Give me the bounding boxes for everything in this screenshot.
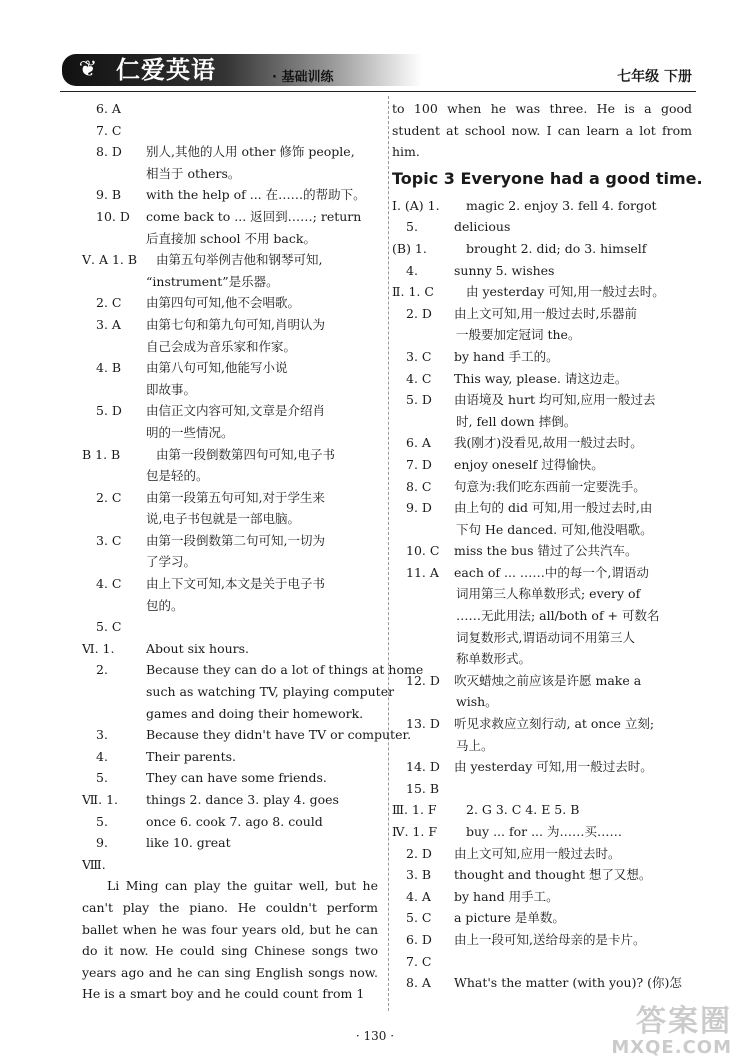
answer-number: Ⅵ. 1. bbox=[82, 640, 115, 656]
answer-number: 2. C bbox=[96, 295, 122, 311]
answer-text: by hand 用手工。 bbox=[454, 888, 559, 904]
answer-text: 后直接加 school 不用 back。 bbox=[146, 230, 316, 246]
answer-line bbox=[82, 184, 382, 206]
answer-number: 13. D bbox=[406, 716, 440, 732]
answer-number: 3. B bbox=[406, 867, 432, 883]
answer-number: 7. D bbox=[406, 456, 432, 472]
answer-number: 10. C bbox=[406, 543, 440, 559]
answer-text: like 10. great bbox=[146, 835, 231, 851]
answer-line bbox=[82, 163, 382, 185]
answer-text: 时, fell down 摔倒。 bbox=[456, 413, 577, 429]
answer-text: 由第一段倒数第二句可知,一切为 bbox=[146, 532, 325, 548]
answer-text: with the help of ... 在……的帮助下。 bbox=[146, 187, 366, 203]
answer-text: each of ... ……中的每一个,谓语动 bbox=[454, 564, 649, 580]
answer-text: 由上文可知,用一般过去时,乐器前 bbox=[454, 305, 637, 321]
answer-number: 7. C bbox=[96, 122, 122, 138]
answer-number: Ⅴ. A 1. B bbox=[82, 252, 138, 268]
page-header bbox=[0, 0, 750, 96]
answer-text: once 6. cook 7. ago 8. could bbox=[146, 813, 323, 829]
answer-text: About six hours. bbox=[146, 640, 250, 656]
answer-text: a picture 是单数。 bbox=[454, 910, 565, 926]
answer-line bbox=[82, 681, 395, 703]
answer-line bbox=[82, 767, 382, 789]
answer-line bbox=[392, 778, 698, 800]
answer-line bbox=[82, 595, 382, 617]
answer-line bbox=[82, 487, 382, 509]
bird-logo-icon: ❦ bbox=[78, 57, 98, 82]
answer-line bbox=[82, 854, 382, 876]
answer-line bbox=[392, 821, 698, 843]
answer-line bbox=[392, 929, 698, 951]
answer-line bbox=[82, 120, 382, 142]
answer-number: 4. bbox=[406, 262, 418, 278]
answer-number: 15. B bbox=[406, 780, 440, 796]
column-divider bbox=[388, 96, 389, 1011]
answer-number: 14. D bbox=[406, 759, 440, 775]
answer-text: wish。 bbox=[456, 694, 498, 710]
brand-title: 仁爱英语 bbox=[116, 56, 216, 84]
answer-text: What's the matter (with you)? (你)怎 bbox=[454, 975, 682, 991]
answer-line bbox=[392, 562, 698, 584]
answer-line bbox=[392, 583, 698, 605]
answer-line bbox=[392, 389, 698, 411]
answer-number: 5. D bbox=[96, 403, 122, 419]
answer-number: 5. bbox=[96, 813, 108, 829]
answer-line bbox=[392, 519, 698, 541]
answer-text: ……无此用法; all/both of + 可数名 bbox=[456, 608, 660, 624]
answer-text: 由第五句举例吉他和钢琴可知, bbox=[156, 252, 323, 268]
answer-number: 2. bbox=[96, 662, 108, 678]
answer-line bbox=[392, 281, 698, 303]
answer-text: 由上文可知,应用一般过去时。 bbox=[454, 845, 621, 861]
answer-line bbox=[82, 832, 382, 854]
answer-line bbox=[82, 379, 382, 401]
answer-line bbox=[82, 789, 382, 811]
answer-text: 由上一段可知,送给母亲的是卡片。 bbox=[454, 931, 646, 947]
answer-text: 马上。 bbox=[456, 737, 494, 753]
answer-line bbox=[392, 605, 698, 627]
answer-number: 3. C bbox=[406, 348, 432, 364]
answer-line bbox=[82, 228, 382, 250]
answer-text: Because they didn't have TV or computer. bbox=[146, 727, 412, 743]
answer-number: 3. bbox=[96, 727, 108, 743]
answer-text: 由信正文内容可知,文章是介绍肖 bbox=[146, 403, 325, 419]
answer-number: 5. C bbox=[406, 910, 432, 926]
answer-text: 说,电子书包就是一部电脑。 bbox=[146, 511, 300, 527]
answer-number: 3. A bbox=[96, 316, 121, 332]
answer-text: thought and thought 想了又想。 bbox=[454, 867, 652, 883]
topic-heading: Topic 3 Everyone had a good time. bbox=[392, 168, 703, 188]
answer-line bbox=[392, 627, 698, 649]
answer-number: 8. C bbox=[406, 478, 432, 494]
answer-number: Ⅳ. 1. F bbox=[392, 824, 438, 839]
right-column bbox=[392, 98, 703, 994]
answer-line bbox=[392, 713, 698, 735]
answer-number: Ⅷ. bbox=[82, 856, 106, 872]
answer-line bbox=[82, 530, 382, 552]
answer-line bbox=[82, 465, 382, 487]
answer-number: 5. D bbox=[406, 392, 432, 408]
answer-text: 一般要加定冠词 the。 bbox=[456, 327, 581, 343]
answer-text: 词复数形式,谓语动词不用第三人 bbox=[456, 629, 635, 645]
answer-number: 3. C bbox=[96, 532, 122, 548]
answer-line bbox=[392, 907, 698, 929]
header-rule bbox=[60, 91, 696, 92]
answer-line bbox=[392, 886, 698, 908]
answer-text: 包的。 bbox=[146, 597, 184, 613]
answer-number: 10. D bbox=[96, 208, 130, 224]
answer-number: 2. D bbox=[406, 305, 432, 321]
answer-text: “instrument”是乐器。 bbox=[146, 273, 279, 289]
answer-line bbox=[82, 292, 382, 314]
answer-text: 了学习。 bbox=[146, 554, 197, 570]
answer-text: such as watching TV, playing computer bbox=[146, 684, 395, 700]
answer-line bbox=[392, 346, 698, 368]
answer-text: 自己会成为音乐家和作家。 bbox=[146, 338, 297, 354]
answer-number: 12. D bbox=[406, 672, 440, 688]
answer-text: 词用第三人称单数形式; every of bbox=[456, 586, 641, 602]
answer-number: 8. A bbox=[406, 975, 431, 991]
answer-text: things 2. dance 3. play 4. goes bbox=[146, 792, 339, 807]
answer-line bbox=[392, 195, 698, 217]
answer-line bbox=[82, 336, 382, 358]
answer-number: 4. A bbox=[406, 888, 431, 904]
answer-text: 相当于 others。 bbox=[146, 165, 241, 181]
answer-number: 11. A bbox=[406, 564, 439, 580]
answer-number: 8. D bbox=[96, 144, 122, 160]
answer-text: miss the bus 错过了公共汽车。 bbox=[454, 543, 638, 559]
answer-number: 4. B bbox=[96, 360, 122, 376]
answer-text: This way, please. 请这边走。 bbox=[454, 370, 628, 386]
answer-line bbox=[392, 972, 698, 994]
answer-number: 2. C bbox=[96, 489, 122, 505]
answer-number: 5. bbox=[406, 219, 418, 235]
answer-text: 即故事。 bbox=[146, 381, 197, 397]
answer-line bbox=[392, 238, 698, 260]
answer-line bbox=[82, 746, 382, 768]
answer-number: 7. C bbox=[406, 953, 432, 969]
answer-text: games and doing their homework. bbox=[146, 705, 364, 721]
answer-line bbox=[82, 206, 382, 228]
answer-line bbox=[392, 540, 698, 562]
watermark-logo bbox=[611, 1006, 732, 1058]
answer-line bbox=[82, 703, 382, 725]
watermark-url: MXQE.COM bbox=[611, 1037, 732, 1058]
answer-text: delicious bbox=[454, 219, 511, 235]
answer-line bbox=[82, 551, 382, 573]
answer-text: Because they can do a lot of things at home bbox=[146, 662, 424, 678]
answer-line bbox=[82, 314, 382, 336]
answer-number: 6. A bbox=[406, 435, 431, 451]
answer-line bbox=[82, 638, 382, 660]
answer-text: 明的一些情况。 bbox=[146, 424, 234, 440]
answer-text: 由 yesterday 可知,用一般过去时。 bbox=[454, 759, 653, 775]
answer-line bbox=[392, 368, 698, 390]
answer-number: 4. C bbox=[96, 576, 122, 592]
answer-text: 包是轻的。 bbox=[146, 468, 209, 484]
answer-line bbox=[392, 260, 698, 282]
answer-line bbox=[82, 573, 382, 595]
answer-text: 称单数形式。 bbox=[456, 651, 532, 667]
answer-text: sunny 5. wishes bbox=[454, 262, 555, 278]
answer-line bbox=[392, 864, 698, 886]
answer-line bbox=[82, 141, 382, 163]
answer-line bbox=[82, 98, 382, 120]
answer-line bbox=[82, 271, 382, 293]
answer-line bbox=[392, 454, 698, 476]
answer-text: 我(刚才)没看见,故用一般过去时。 bbox=[454, 435, 643, 451]
answer-number: 2. D bbox=[406, 845, 432, 861]
answer-text: 句意为:我们吃东西前一定要洗手。 bbox=[454, 478, 646, 494]
answer-number: (B) 1. bbox=[392, 240, 427, 256]
right-answer-list bbox=[392, 195, 698, 994]
answer-text: 由上下文可知,本文是关于电子书 bbox=[146, 576, 325, 592]
answer-text: 吹灭蜡烛之前应该是许愿 make a bbox=[454, 672, 642, 688]
answer-line bbox=[82, 508, 382, 530]
answer-text: 由第四句可知,他不会唱歌。 bbox=[146, 295, 300, 311]
page-number: · 130 · bbox=[355, 1029, 395, 1043]
answer-number: 6. D bbox=[406, 931, 432, 947]
answer-line bbox=[392, 216, 698, 238]
answer-text: 由第八句可知,他能写小说 bbox=[146, 360, 288, 376]
answer-number: 9. bbox=[96, 835, 108, 851]
answer-number: 9. B bbox=[96, 187, 122, 203]
answer-number: Ⅶ. 1. bbox=[82, 792, 119, 807]
answer-line bbox=[82, 249, 382, 271]
answer-number: 6. A bbox=[96, 101, 121, 116]
answer-text: buy ... for ... 为……买…… bbox=[466, 824, 622, 839]
answer-line bbox=[82, 724, 412, 746]
answer-line bbox=[392, 843, 698, 865]
answer-line bbox=[82, 811, 382, 833]
series-label: · 基础训练 bbox=[272, 70, 334, 85]
answer-line bbox=[392, 497, 698, 519]
answer-line bbox=[82, 400, 382, 422]
answer-line bbox=[392, 670, 698, 692]
answer-text: Their parents. bbox=[146, 748, 237, 764]
answer-text: brought 2. did; do 3. himself bbox=[466, 240, 647, 256]
essay-paragraph: Li Ming can play the guitar well, but he can't play the piano. He couldn't perform ballet when he was four years old, but he can do it now. He could sing Chinese songs two years ago and he can sing English songs now. He is a smart boy and he could count from 1 bbox=[82, 878, 378, 1002]
answer-line bbox=[392, 324, 698, 346]
answer-number: Ⅲ. 1. F bbox=[392, 802, 437, 818]
answer-line bbox=[392, 411, 698, 433]
essay-continuation: to 100 when he was three. He is a good student at school now. I can learn a lot from him. bbox=[392, 101, 692, 160]
answer-number: 5. bbox=[96, 770, 108, 786]
answer-text: 听见求救应立刻行动, at once 立刻; bbox=[454, 716, 655, 732]
answer-line bbox=[392, 951, 698, 973]
answer-text: 由第一段倒数第四句可知,电子书 bbox=[156, 446, 335, 462]
answer-text: 由 yesterday 可知,用一般过去时。 bbox=[466, 284, 665, 300]
answer-text: come back to ... 返回到……; return bbox=[146, 208, 362, 224]
answer-text: magic 2. enjoy 3. fell 4. forgot bbox=[466, 197, 657, 213]
grade-label: 七年级 下册 bbox=[617, 69, 692, 85]
answer-number: 4. bbox=[96, 748, 108, 764]
answer-line bbox=[392, 691, 698, 713]
answer-line bbox=[82, 357, 382, 379]
answer-text: 2. G 3. C 4. E 5. B bbox=[466, 802, 580, 818]
answer-text: 由第一段第五句可知,对于学生来 bbox=[146, 489, 325, 505]
watermark-text: 答案圈 bbox=[636, 1004, 732, 1039]
answer-text: They can have some friends. bbox=[146, 770, 327, 786]
answer-text: enjoy oneself 过得愉快。 bbox=[454, 456, 604, 472]
answer-line bbox=[392, 648, 698, 670]
answer-line bbox=[392, 476, 698, 498]
answer-line bbox=[392, 799, 698, 821]
answer-line bbox=[392, 432, 698, 454]
answer-line bbox=[82, 616, 382, 638]
answer-text: by hand 手工的。 bbox=[454, 348, 559, 364]
answer-number: Ⅱ. 1. C bbox=[392, 284, 434, 300]
answer-line bbox=[82, 444, 382, 466]
answer-text: 由上句的 did 可知,用一般过去时,由 bbox=[454, 500, 653, 516]
answer-number: 4. C bbox=[406, 370, 432, 386]
answer-line bbox=[82, 422, 382, 444]
answer-text: 由第七句和第九句可知,肖明认为 bbox=[146, 316, 325, 332]
answer-text: 别人,其他的人用 other 修饰 people, bbox=[146, 144, 355, 160]
answer-line bbox=[82, 659, 424, 681]
answer-line bbox=[392, 735, 698, 757]
answer-number: 9. D bbox=[406, 500, 432, 516]
answer-number: 5. C bbox=[96, 619, 122, 635]
answer-text: 由语境及 hurt 均可知,应用一般过去 bbox=[454, 392, 656, 408]
answer-number: Ⅰ. (A) 1. bbox=[392, 197, 440, 213]
answer-text: 下句 He danced. 可知,他没唱歌。 bbox=[456, 521, 653, 537]
answer-line bbox=[392, 303, 698, 325]
answer-number: B 1. B bbox=[82, 446, 121, 462]
answer-line bbox=[392, 756, 698, 778]
